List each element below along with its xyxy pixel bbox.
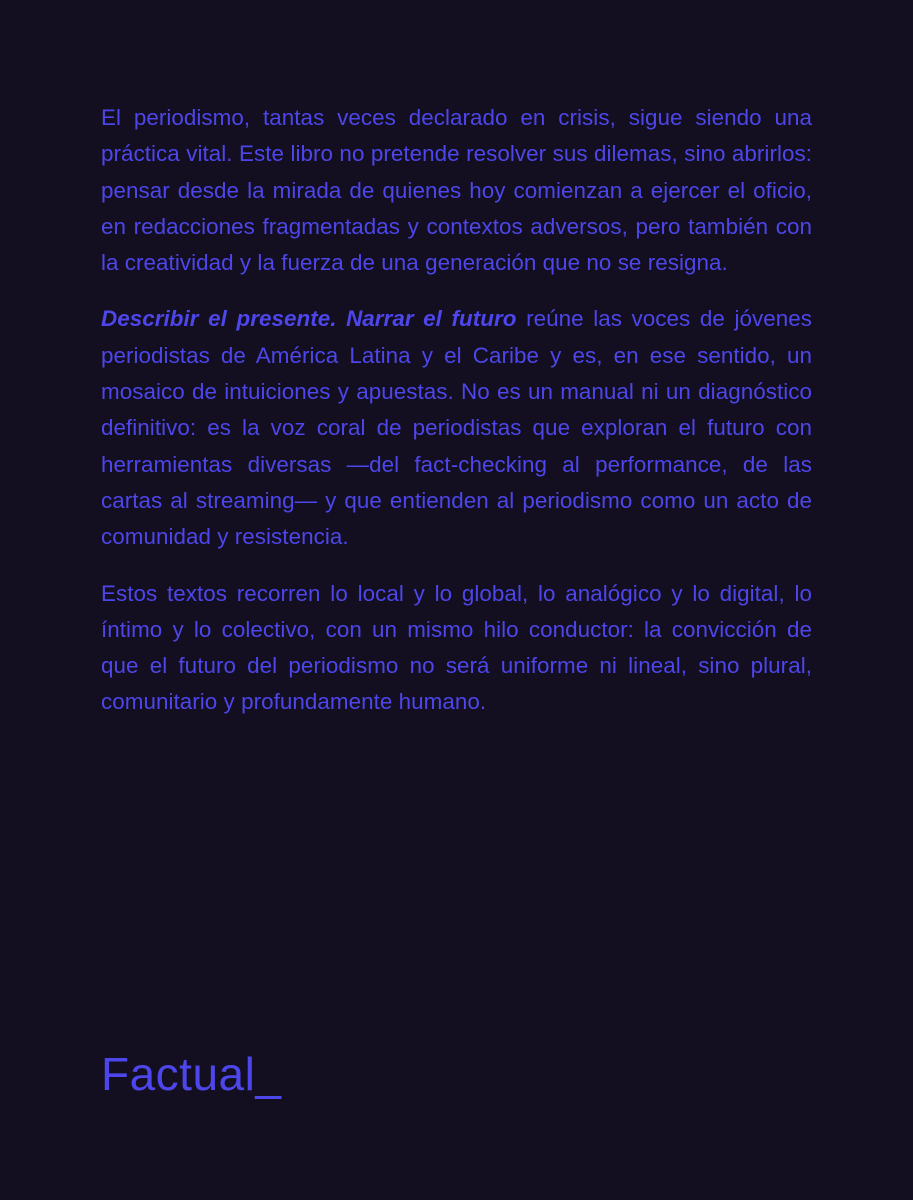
blurb-text-block	[101, 100, 812, 721]
blurb-paragraph-2-body: reúne las voces de jóvenes periodistas de América Latina y el Caribe y es, en ese sentido, un mosaico de intuiciones y apuestas. No es un manual ni un diagnóstico definitivo: es la voz coral de periodistas que exploran el futuro con herramientas diversas —del fact-checking al performance, de las cartas al streaming— y que entienden al periodismo como un acto de comunidad y resistencia.	[101, 306, 813, 550]
publisher-logo: Factual_	[101, 1048, 282, 1100]
book-title-emphasis: Describir el presente. Narrar el futuro	[101, 306, 517, 332]
blurb-paragraph-1: El periodismo, tantas veces declarado en crisis, sigue siendo una práctica vital. Este libro no pretende resolver sus dilemas, sino abrirlos: pensar desde la mirada de quienes hoy comienzan a ejercer el oficio, en redacciones fragmentadas y contextos adversos, pero también con la creatividad y la fuerza de una generación que no se resigna.	[101, 105, 812, 276]
blurb-paragraph-3: Estos textos recorren lo local y lo global, lo analógico y lo digital, lo íntimo y lo colectivo, con un mismo hilo conductor: la convicción de que el futuro del periodismo no será uniforme ni lineal, sino plural, comunitario y profundamente humano.	[101, 580, 812, 715]
blurb-paragraph-2	[101, 301, 812, 555]
